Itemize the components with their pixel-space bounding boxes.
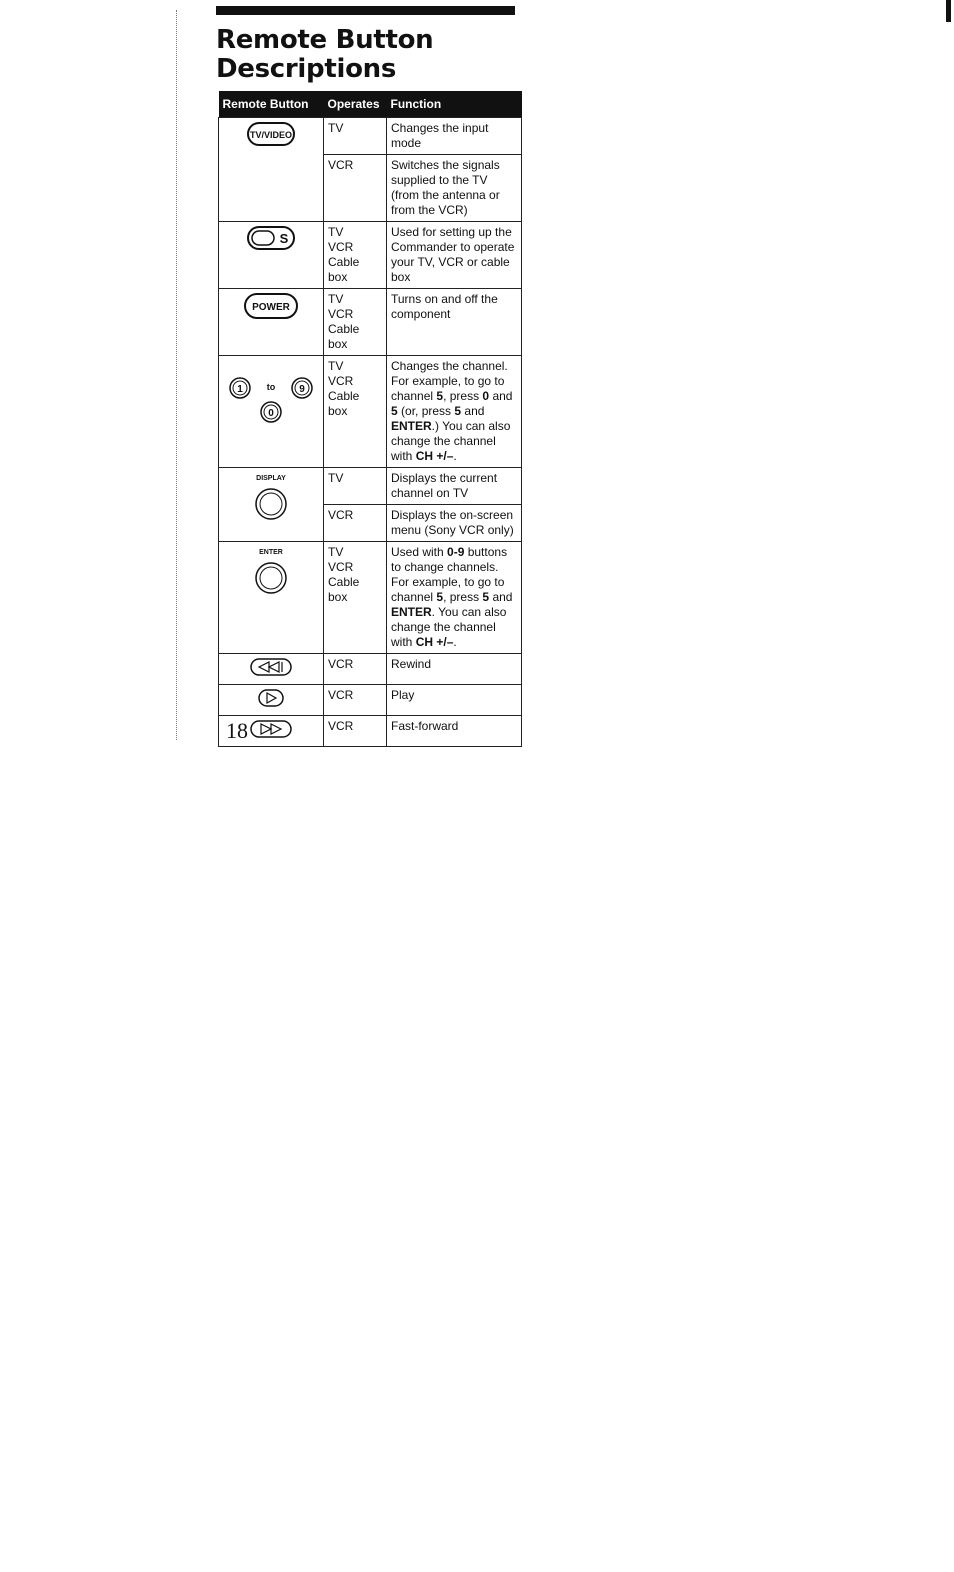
table-header-row xyxy=(219,91,522,118)
operates-cell: VCR xyxy=(324,654,387,685)
operates-cell: TV xyxy=(324,468,387,505)
enter-button-cell xyxy=(219,542,324,654)
header-operates: Operates xyxy=(324,91,387,118)
binding-edge-line xyxy=(176,10,178,740)
operates-cell: VCR xyxy=(324,685,387,716)
function-cell: Changes the channel. For example, to go to channel 5, press 0 and 5 (or, press 5 and ENTER.) You can also change the channel with CH +/–. xyxy=(387,356,522,468)
digit-1-label: 1 xyxy=(237,384,243,395)
function-cell: Play xyxy=(387,685,522,716)
function-cell: Fast-forward xyxy=(387,716,522,747)
display-button-icon xyxy=(251,471,291,525)
display-button-label: DISPLAY xyxy=(256,475,286,482)
digit-to-label: to xyxy=(266,382,276,392)
page-edge-mark xyxy=(946,0,951,22)
table-row xyxy=(219,468,522,505)
digit-buttons-cell xyxy=(219,356,324,468)
power-button-icon xyxy=(243,292,299,320)
table-row xyxy=(219,685,522,716)
table-row xyxy=(219,356,522,468)
s-button-cell xyxy=(219,222,324,289)
table-row xyxy=(219,222,522,289)
s-button-label: S xyxy=(279,231,289,246)
header-function: Function xyxy=(387,91,522,118)
tvvideo-button-icon xyxy=(246,121,296,147)
play-button-cell xyxy=(219,685,324,716)
table-row xyxy=(219,654,522,685)
rewind-button-cell xyxy=(219,654,324,685)
digit-9-label: 9 xyxy=(299,384,305,395)
table-row xyxy=(219,716,522,747)
enter-button-icon xyxy=(251,545,291,599)
header-remote-button: Remote Button xyxy=(219,91,324,118)
function-cell: Changes the input mode xyxy=(387,118,522,155)
operates-cell: VCR xyxy=(324,155,387,222)
operates-cell: TV VCR Cable box xyxy=(324,222,387,289)
title-line-2: Descriptions xyxy=(216,54,397,84)
tvvideo-button-cell xyxy=(219,118,324,222)
table-row xyxy=(219,542,522,654)
table-row xyxy=(219,289,522,356)
title-line-1: Remote Button xyxy=(216,25,434,55)
function-cell: Used for setting up the Commander to operate your TV, VCR or cable box xyxy=(387,222,522,289)
tvvideo-button-label: TV/VIDEO xyxy=(249,130,293,140)
function-cell: Displays the current channel on TV xyxy=(387,468,522,505)
operates-cell: TV VCR Cable box xyxy=(324,356,387,468)
operates-cell: TV xyxy=(324,118,387,155)
function-cell: Switches the signals supplied to the TV (from the antenna or from the VCR) xyxy=(387,155,522,222)
power-button-cell xyxy=(219,289,324,356)
play-icon xyxy=(256,688,286,708)
table-row xyxy=(219,118,522,155)
rewind-icon xyxy=(249,657,293,677)
function-cell: Used with 0-9 buttons to change channels. For example, to go to channel 5, press 5 and ENTER. You can also change the channel with CH +/–. xyxy=(387,542,522,654)
fast-forward-icon xyxy=(249,719,293,739)
digit-0-label: 0 xyxy=(268,408,274,419)
function-cell: Rewind xyxy=(387,654,522,685)
operates-cell: VCR xyxy=(324,716,387,747)
remote-button-table xyxy=(218,91,522,747)
function-cell: Displays the on-screen menu (Sony VCR only) xyxy=(387,505,522,542)
operates-cell: TV VCR Cable box xyxy=(324,289,387,356)
display-button-cell xyxy=(219,468,324,542)
function-cell: Turns on and off the component xyxy=(387,289,522,356)
digit-buttons-icon xyxy=(226,376,316,440)
s-button-icon xyxy=(246,225,296,251)
operates-cell: TV VCR Cable box xyxy=(324,542,387,654)
section-bar xyxy=(216,6,515,15)
page-title xyxy=(216,26,433,84)
enter-button-label: ENTER xyxy=(259,549,283,556)
page-number: 18 xyxy=(226,718,248,743)
power-button-label: POWER xyxy=(252,302,290,313)
operates-cell: VCR xyxy=(324,505,387,542)
